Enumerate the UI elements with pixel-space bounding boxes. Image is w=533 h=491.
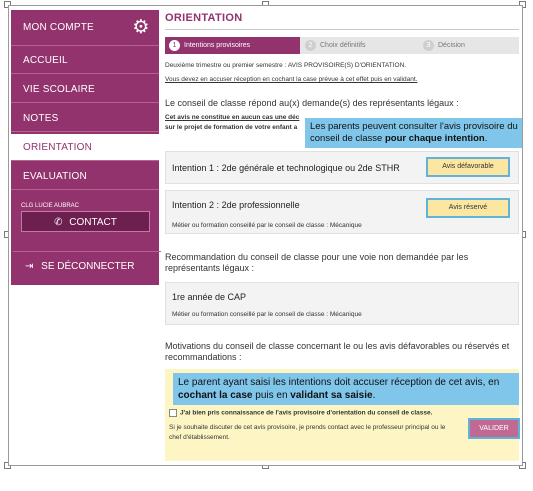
- sidebar-menu: [11, 10, 159, 285]
- sidebar-item-accueil[interactable]: [11, 47, 159, 74]
- step-label: Intentions provisoires: [184, 42, 251, 49]
- sidebar-item-notes[interactable]: [11, 105, 159, 132]
- tooltip-text-end: .: [484, 133, 488, 144]
- sidebar-item-label: NOTES: [23, 113, 59, 124]
- tooltip-text-end: .: [372, 390, 376, 401]
- avis-reserve-badge: Avis réservé: [426, 198, 510, 218]
- main-content: [165, 6, 523, 466]
- contact-label: CONTACT: [69, 217, 117, 228]
- tooltip-emphasis: validant sa saisie: [290, 390, 373, 401]
- step-choix: [305, 37, 366, 54]
- intention-1-card: [165, 151, 519, 184]
- gear-icon[interactable]: ⚙: [132, 17, 150, 38]
- acknowledge-checkbox[interactable]: [169, 409, 177, 417]
- warning-text-line1: Cet avis ne constitue en aucun cas une déc: [165, 114, 300, 121]
- sidebar: [9, 6, 159, 466]
- step-label: Décision: [438, 42, 465, 49]
- phone-icon: ✆: [54, 217, 63, 228]
- tooltip-text: Le parent ayant saisi les intentions doit accuser réception de cet avis, en: [178, 377, 500, 388]
- sidebar-item-label: ACCUEIL: [23, 55, 68, 66]
- logout-button[interactable]: [13, 251, 161, 281]
- logout-icon: ⇥: [25, 261, 34, 272]
- conseil-heading: Le conseil de classe répond au(x) demande(s) des représentants légaux :: [165, 98, 459, 108]
- intention-2-value: 2de professionnelle: [221, 200, 300, 210]
- sidebar-item-label: ORIENTATION: [23, 142, 93, 153]
- contact-button[interactable]: [21, 211, 150, 232]
- recommandation-value: 1re année de CAP: [172, 292, 247, 302]
- sidebar-item-label: VIE SCOLAIRE: [23, 84, 95, 95]
- step-decision: [423, 37, 465, 54]
- screenshot-frame: [8, 5, 523, 466]
- tooltip-validation: [173, 373, 519, 405]
- recommandation-metier: Métier ou formation conseillé par le conseil de classe : Mécanique: [172, 311, 362, 318]
- intention-1-label: Intention 1 :: [172, 163, 220, 173]
- tooltip-emphasis: cochant la case: [178, 390, 253, 401]
- step-label: Choix définitifs: [320, 42, 366, 49]
- warning-text-line2: sur le projet de formation de votre enfant a: [165, 124, 298, 131]
- progress-steps: [165, 37, 519, 54]
- tooltip-emphasis: pour chaque intention: [384, 133, 485, 144]
- intention-1-value: 2de générale et technologique ou 2de STHR: [221, 163, 400, 173]
- motivations-heading: Motivations du conseil de classe concernant le ou les avis défavorables ou réservés et recommandations :: [165, 341, 510, 362]
- intention-2-metier: Métier ou formation conseillé par le conseil de classe : Mécanique: [172, 222, 362, 229]
- page-title: ORIENTATION: [165, 12, 243, 24]
- recommandation-heading: Recommandation du conseil de classe pour une voie non demandée par les représentants légaux :: [165, 252, 469, 273]
- school-name: CLG LUCIE AUBRAC: [21, 203, 80, 209]
- avis-defavorable-badge: Avis défavorable: [426, 157, 510, 177]
- acknowledge-row: [169, 409, 432, 417]
- notice-accuse: Vous devez en accuser réception en cochant la case prévue à cet effet puis en validant.: [165, 76, 418, 83]
- discuss-text: Si je souhaite discuter de cet avis provisoire, je prends contact avec le professeur principal ou le chef d'établissement.: [169, 424, 446, 441]
- title-divider: [165, 29, 519, 30]
- intention-2-text: [172, 200, 300, 210]
- sidebar-item-orientation[interactable]: [11, 134, 159, 161]
- step-number: 3: [423, 40, 434, 51]
- step-number: 1: [169, 40, 180, 51]
- intention-1-text: [172, 163, 400, 173]
- tooltip-consult: [305, 118, 523, 148]
- step-number: 2: [305, 40, 316, 51]
- logout-label: SE DÉCONNECTER: [41, 261, 135, 272]
- sidebar-item-label: EVALUATION: [23, 171, 87, 182]
- sidebar-account[interactable]: [11, 10, 159, 46]
- sidebar-item-vie-scolaire[interactable]: [11, 76, 159, 103]
- sidebar-item-evaluation[interactable]: [11, 163, 159, 190]
- acknowledge-label: J'ai bien pris connaissance de l'avis provisoire d'orientation du conseil de classe.: [180, 409, 433, 417]
- intention-2-label: Intention 2 :: [172, 200, 220, 210]
- valider-button[interactable]: VALIDER: [468, 418, 520, 439]
- tooltip-text: Les parents peuvent consulter l'avis provisoire du conseil de classe: [310, 121, 518, 144]
- intention-2-card: [165, 190, 519, 234]
- sidebar-account-label: MON COMPTE: [23, 22, 94, 33]
- step-intentions: [165, 37, 300, 54]
- recommandation-card: [165, 282, 519, 325]
- notice-trimestre: Deuxième trimestre ou premier semestre : AVIS PROVISOIRE(S) D'ORIENTATION.: [165, 62, 407, 69]
- tooltip-text: puis en: [252, 390, 291, 401]
